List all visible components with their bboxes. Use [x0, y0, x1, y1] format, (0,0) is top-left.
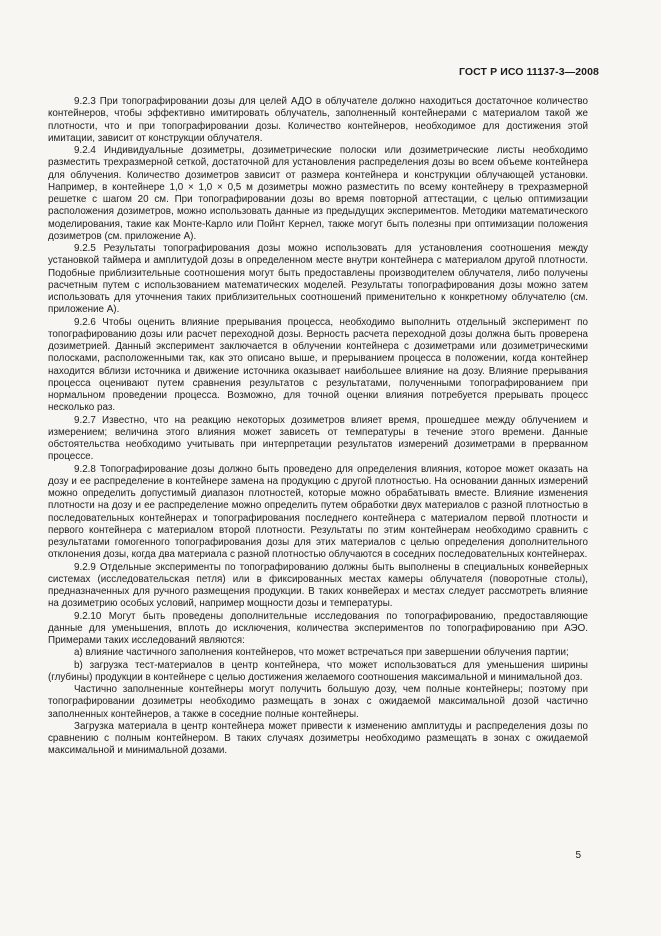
list-item-a: a) влияние частичного заполнения контейнеров, что может встречаться при завершении облучения партии; — [74, 647, 569, 659]
document-body — [48, 96, 588, 758]
paragraph-9-2-9: 9.2.9 Отдельные эксперименты по топографированию должны быть выполнены в специальных конвейерных системах (исследовательская петля) или в фиксированных местах камеры облучателя (поворотные столы), предназначенных для ручного размещения продукции. В таких конвейерах и местах следует рассмотреть влияние на дозиметрию особых условий, например мощности дозы и температуры. — [48, 561, 588, 610]
paragraph-9-2-6: 9.2.6 Чтобы оценить влияние прерывания процесса, необходимо выполнить отдельный эксперимент по топографированию дозы или расчет переходной дозы. Верность расчета переходной дозы должна быть проверена дозиметрией. Данный эксперимент заключается в облучении контейнера с дозиметрами или дозиметрическими полосками, расположенными так, как это описано выше, и прерыванием процесса в положении, когда контейнер находится вблизи источника и движение источника оказывает наибольшее влияние на дозу. Влияние прерывания процесса оценивают путем сравнения результатов с результатами, полученными топографированием при нормальном проведении процесса. Возможно, для точной оценки влияния потребуется прерывать процесс несколько раз. — [48, 316, 588, 414]
paragraph-9-2-7: 9.2.7 Известно, что на реакцию некоторых дозиметров влияет время, прошедшее между облучением и измерением; величина этого влияния может зависеть от температуры в течение этого времени. Данные обстоятельства необходимо учитывать при интерпретации результатов измерений дозиметрами в прерванном процессе. — [48, 414, 588, 463]
list-item-b: b) загрузка тест-материалов в центр контейнера, что может использоваться для уменьшения ширины (глубины) продукции в контейнере с целью достижения желаемого соотношения максимальной и минимальной доз. — [48, 659, 588, 683]
paragraph-9-2-5: 9.2.5 Результаты топографирования дозы можно использовать для установления соотношения между установкой таймера и амплитудой дозы в определенном месте внутри контейнера с материалом другой плотности. Подобные приблизительные соотношения могут быть предоставлены производителем облучателя, либо получены расчетным путем с использованием математических моделей. Результаты топографирования дозы можно затем использовать для уточнения таких приблизительных соотношений применительно к конкретному облучателю (см. приложение А). — [48, 243, 588, 316]
page-number: 5 — [575, 850, 581, 861]
paragraph-9-2-8: 9.2.8 Топографирование дозы должно быть проведено для определения влияния, которое может оказать на дозу и ее распределение в контейнере замена на продукцию с другой плотностью. На основании данных измерений можно определить допустимый диапазон плотностей, которые можно обрабатывать вместе. Влияние изменения плотности на дозу и ее распределение можно определить путем обработки двух материалов с разной плотностью в последовательных контейнерах и топографирования последнего контейнера с материалом первой плотности и первого контейнера с материалом второй плотности. Результаты по этим контейнерам необходимо сравнить с результатами гомогенного топографирования дозы для этих материалов с целью определения дополнительного отклонения дозы, когда два материала с разной плотностью облучаются в соседних последовательных контейнерах. — [48, 463, 588, 561]
paragraph-partial-containers: Частично заполненные контейнеры могут получить большую дозу, чем полные контейнеры; поэтому при топографировании дозиметры необходимо размещать в зонах с ожидаемой максимальной дозой частично заполненных контейнеров, а также в соседние полные контейнеры. — [48, 684, 588, 720]
document-header: ГОСТ Р ИСО 11137-3—2008 — [458, 66, 599, 78]
paragraph-9-2-4: 9.2.4 Индивидуальные дозиметры, дозиметрические полоски или дозиметрические листы необходимо разместить трехразмерной сеткой, достаточной для установления распределения дозы во всем объеме контейнера для облучения. Количество дозиметров зависит от размера контейнера и конструкции облучающей установки. Например, в контейнере 1,0 × 1,0 × 0,5 м дозиметры можно разместить по всему контейнеру в трехразмерной решетке с шагом 20 см. При топографировании дозы во время повторной аттестации, с целью оптимизации расположения дозиметров, можно использовать данные из предыдущих экспериментов. Методики математического моделирования, такие как Монте-Карло или Пойнт Кернел, также могут быть полезны при оптимизации положения дозиметров (см. приложение А). — [48, 145, 588, 242]
paragraph-center-loading: Загрузка материала в центр контейнера может привести к изменению амплитуды и распределения дозы по сравнению с полным контейнером. В таких случаях дозиметры необходимо размещать в зонах с ожидаемой максимальной и минимальной дозами. — [48, 720, 588, 757]
paragraph-9-2-3: 9.2.3 При топографировании дозы для целей АДО в облучателе должно находиться достаточное количество контейнеров, чтобы эффективно имитировать облучатель, заполненный контейнерами с материалом такой же плотности, что и при топографировании дозы. Количество контейнеров, необходимое для достижения этой имитации, зависит от конструкции облучателя. — [48, 96, 588, 144]
paragraph-9-2-10: 9.2.10 Могут быть проведены дополнительные исследования по топографированию, предоставляющие данные для уменьшения, вплоть до исключения, количества экспериментов по топографированию при АЭО. Примерами таких исследований являются: — [48, 610, 588, 646]
